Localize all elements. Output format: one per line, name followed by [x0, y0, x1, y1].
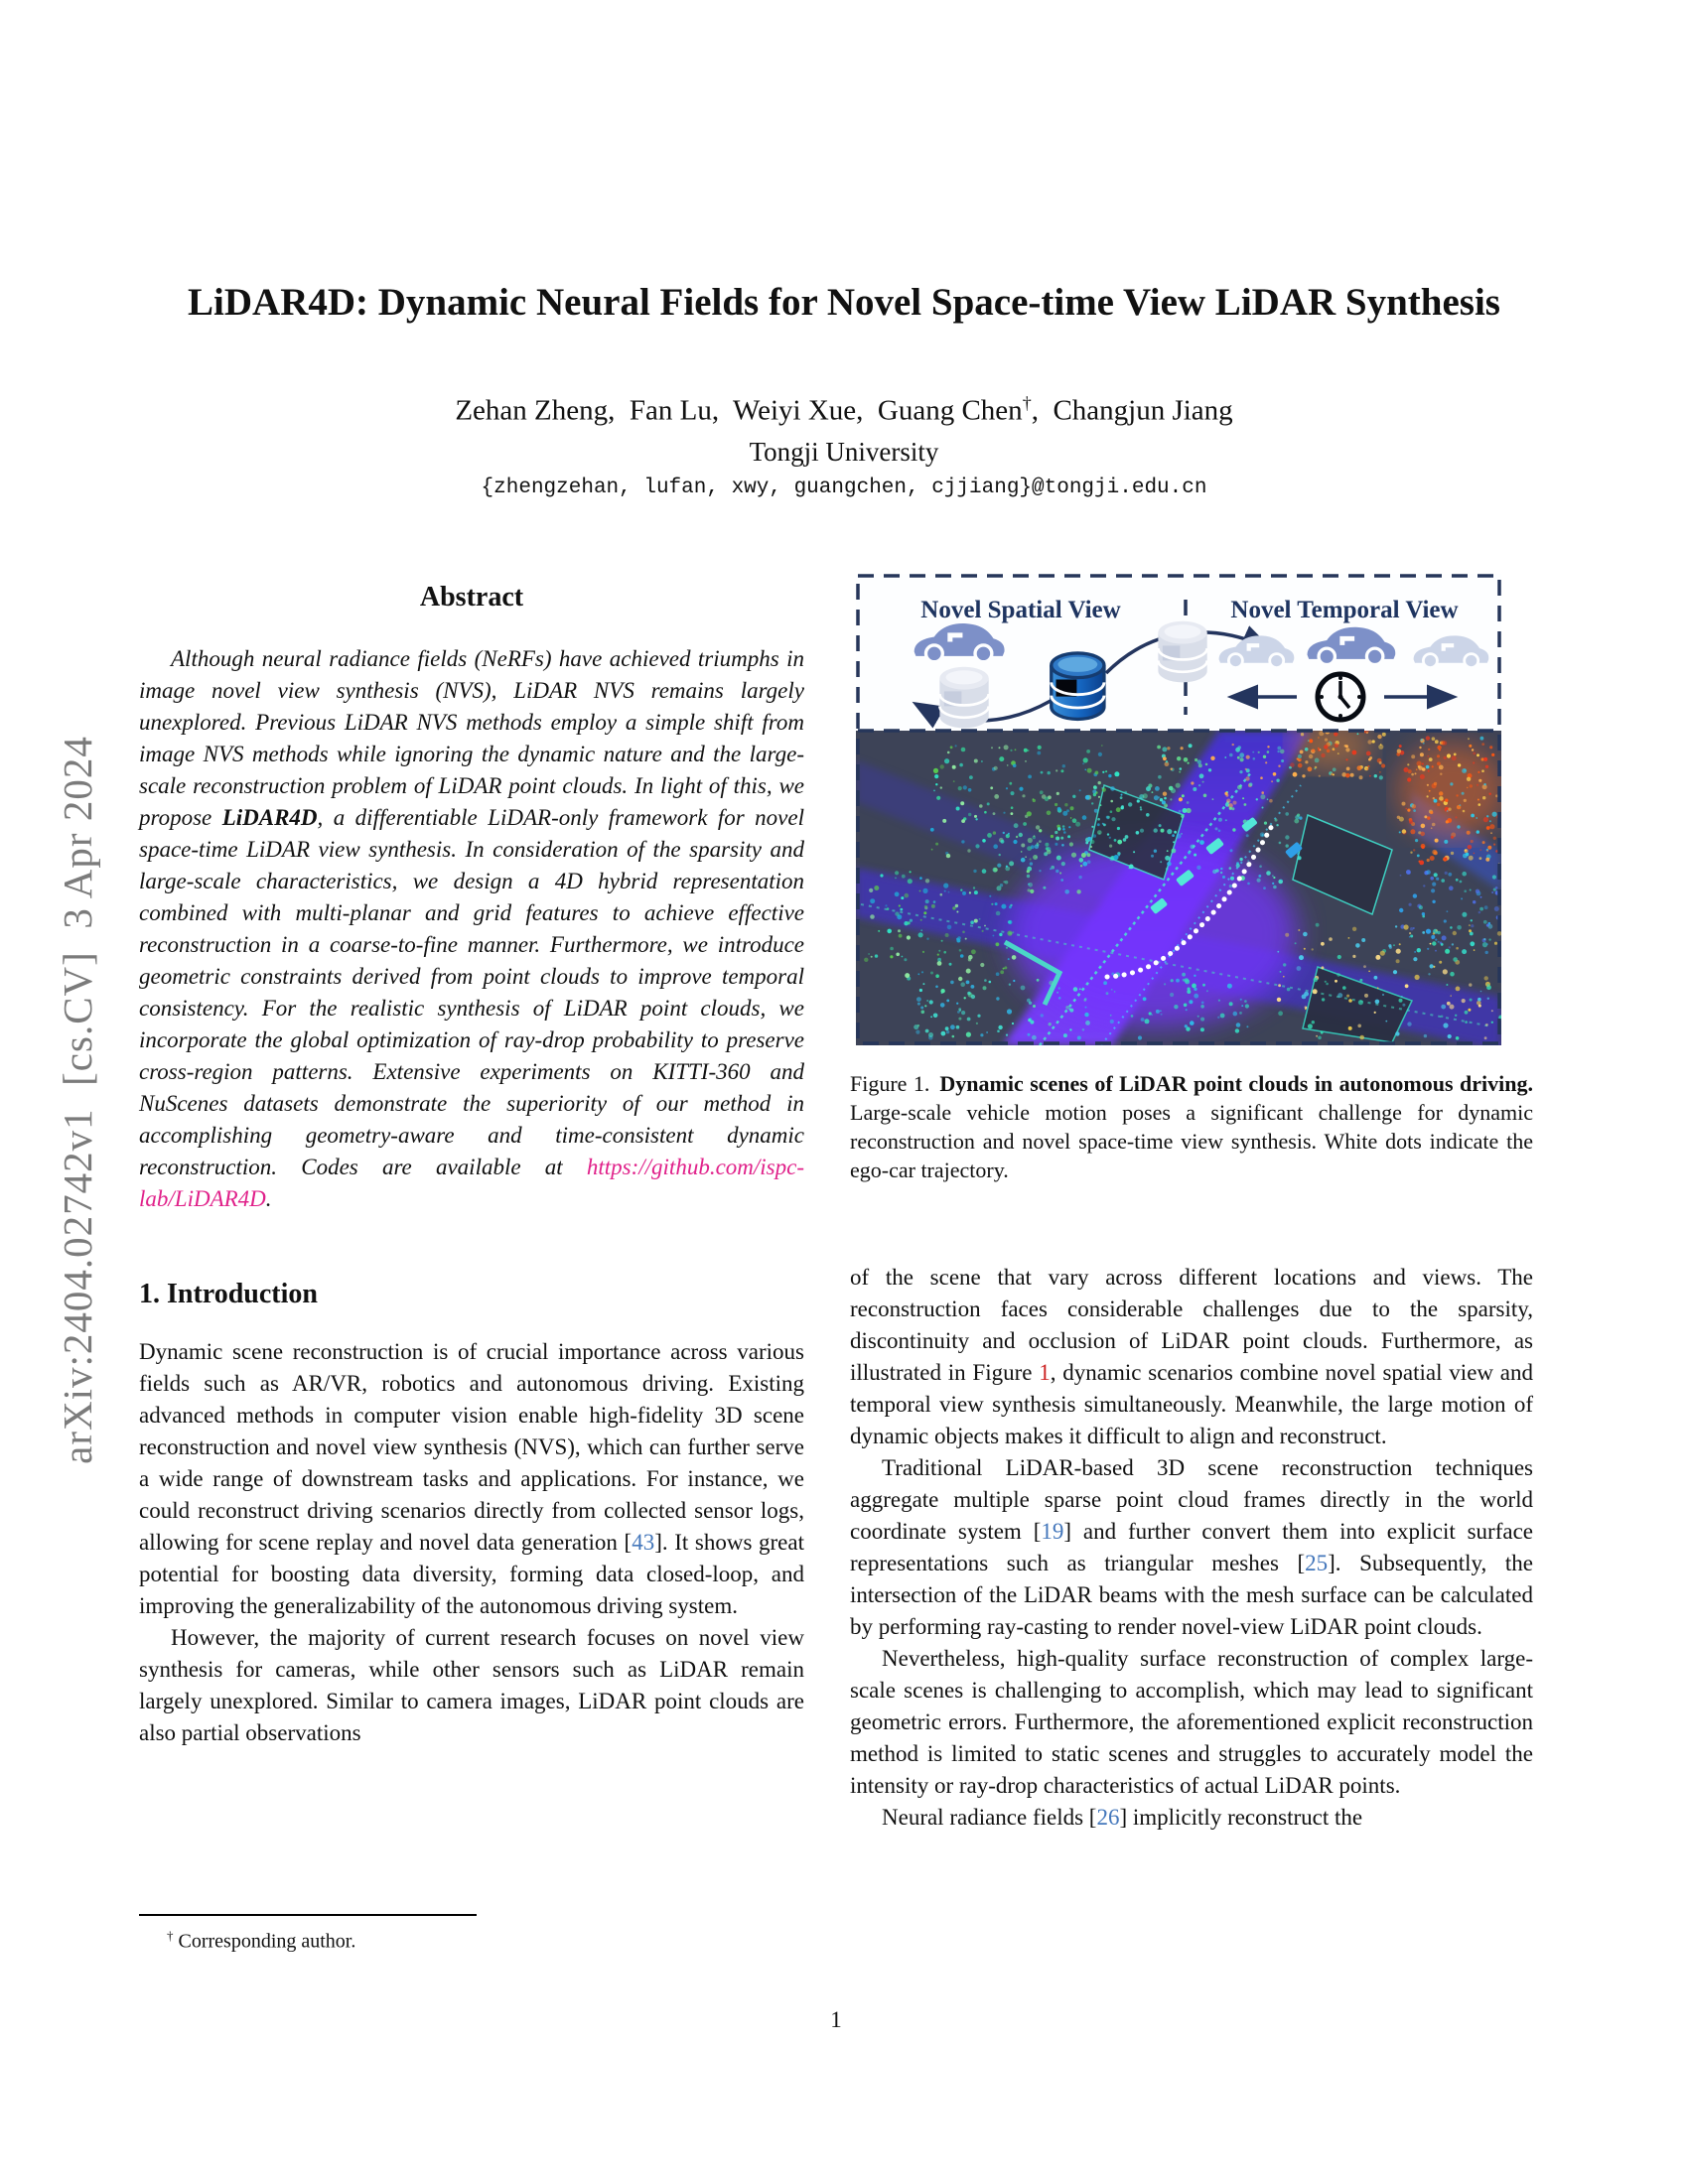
intro-text-1: Dynamic scene reconstruction is of crucial importance across various fields such as AR/VR, robotics and autonomous driving. Existing advanced methods in computer vision enable high-fidelity 3D scene reconstruction and novel view synthesis (NVS), which can further serve a wide range of downstream tasks and applications. For instance, we could reconstruct driving scenarios directly from collected sensor logs, allowing for scene replay and novel data generation [ — [139, 1339, 804, 1555]
footnote — [139, 1914, 804, 1954]
left-column — [139, 574, 804, 1749]
novel-temporal-view-label: Novel Temporal View — [1230, 597, 1459, 623]
spatial-panel — [914, 621, 1267, 729]
paper-title: LiDAR4D: Dynamic Neural Fields for Novel Space-time View LiDAR Synthesis — [188, 281, 1500, 324]
right-text-7: ] implicitly reconstruct the — [1119, 1805, 1363, 1830]
citation-26[interactable]: 26 — [1096, 1805, 1120, 1830]
footnote-dagger: † — [167, 1928, 174, 1943]
right-text-2: , dynamic scenarios combine novel spatial view and temporal view synthesis simultaneously. Meanwhile, the large motion of dynamic objects makes it difficult to align and reconstruct. — [850, 1360, 1533, 1448]
abstract-text-3: . — [265, 1186, 272, 1211]
right-paragraph-3: Nevertheless, high-quality surface reconstruction of complex large-scale scenes is challenging to accomplish, which may lead to significant geometric errors. Furthermore, the aforementioned explicit reconstruction method is limited to static scenes and struggles to accurately model the intensity or ray-drop characteristics of actual LiDAR points. — [850, 1646, 1533, 1798]
figure-1 — [856, 574, 1501, 1045]
authors-line — [109, 393, 1579, 428]
current-car-icon — [1308, 627, 1396, 665]
novel-spatial-view-label: Novel Spatial View — [920, 597, 1121, 623]
authors-names: Zehan Zheng, Fan Lu, Weiyi Xue, Guang Chen — [455, 394, 1023, 427]
figure-1-caption — [850, 1069, 1533, 1184]
footnote-rule — [139, 1914, 477, 1916]
citation-43[interactable]: 43 — [632, 1530, 655, 1555]
ego-car-icon — [914, 623, 1005, 662]
future-car-icon — [1414, 635, 1489, 667]
lidar-point-cloud-image — [856, 731, 1501, 1045]
caption-rest: Large-scale vehicle motion poses a significant challenge for dynamic reconstruction and novel space-time view synthesis. White dots indicate the ego-car trajectory. — [850, 1100, 1533, 1182]
corresponding-author-dagger: † — [1022, 393, 1032, 413]
lidar-sensor-icon — [1052, 653, 1104, 720]
past-car-icon — [1219, 635, 1295, 667]
figure-diagram — [856, 574, 1501, 731]
right-text-4: ] and further convert them into explicit surface representations such as triangular meshes [ — [850, 1519, 1533, 1575]
abstract-text-1: Although neural radiance fields (NeRFs) have achieved triumphs in image novel view synthesis (NVS), LiDAR NVS remains largely unexplored. Previous LiDAR NVS methods employ a simple shift from image NVS methods while ignoring the dynamic nature and the large-scale reconstruction problem of LiDAR point clouds. In light of this, we propose — [139, 646, 804, 830]
authors-names-rest: , Changjun Jiang — [1031, 394, 1233, 427]
author-emails: {zhengzehan, lufan, xwy, guangchen, cjjiang}@tongji.edu.cn — [481, 477, 1207, 499]
caption-bold: Dynamic scenes of LiDAR point clouds in autonomous driving. — [939, 1071, 1533, 1096]
abstract-heading: Abstract — [419, 582, 524, 613]
introduction-heading: 1. Introduction — [139, 1279, 318, 1309]
right-text-3: Traditional LiDAR-based 3D scene reconstruction techniques aggregate multiple sparse point cloud frames directly in the world coordinate system [ — [850, 1455, 1533, 1544]
temporal-panel — [1219, 627, 1489, 720]
right-text-5: ]. Subsequently, the intersection of the LiDAR beams with the mesh surface can be calculated by performing ray-casting to render novel-view LiDAR point clouds. — [850, 1551, 1533, 1639]
abstract-paragraph — [139, 643, 804, 1215]
intro-paragraph-2: However, the majority of current research focuses on novel view synthesis for cameras, while other sensors such as LiDAR remain largely unexplored. Similar to camera images, LiDAR point clouds are also partial observations — [139, 1625, 804, 1745]
right-text-1: of the scene that vary across different locations and views. The reconstruction faces considerable challenges due to the sparsity, discontinuity and occlusion of LiDAR point clouds. Furthermore, as illustrated in Figure — [850, 1265, 1533, 1385]
novel-lidar-view-icon — [939, 667, 988, 729]
right-paragraph-1 — [850, 1262, 1533, 1452]
arxiv-banner: arXiv:2404.02742v1 [cs.CV] 3 Apr 2024 — [55, 736, 100, 1464]
novel-lidar-view-icon — [1158, 621, 1206, 683]
github-link[interactable]: https://github.com/ispc-lab/LiDAR4D — [139, 1155, 804, 1211]
method-name: LiDAR4D — [221, 805, 318, 830]
citation-25[interactable]: 25 — [1305, 1551, 1329, 1575]
clock-icon — [1318, 674, 1363, 720]
caption-number: Figure 1. — [850, 1071, 930, 1096]
citation-19[interactable]: 19 — [1041, 1519, 1064, 1544]
intro-text-2: ]. It shows great potential for boosting data diversity, forming data closed-loop, and improving the generalizability of the autonomous driving system. — [139, 1530, 804, 1618]
page-number: 1 — [830, 2007, 842, 2032]
right-paragraph-2 — [850, 1452, 1533, 1643]
right-column — [850, 574, 1533, 1834]
footnote-text — [139, 1928, 804, 1954]
right-text-6: Neural radiance fields [ — [882, 1805, 1097, 1830]
right-paragraph-4 — [850, 1802, 1533, 1834]
abstract-text-2: , a differentiable LiDAR-only framework for novel space-time LiDAR view synthesis. In consideration of the sparsity and large-scale characteristics, we design a 4D hybrid representation combined with multi-planar and grid features to achieve effective reconstruction in a coarse-to-fine manner. Furthermore, we introduce geometric constraints derived from point clouds to improve temporal consistency. For the realistic synthesis of LiDAR point clouds, we incorporate the global optimization of ray-drop probability to preserve cross-region patterns. Extensive experiments on KITTI-360 and NuScenes datasets demonstrate the superiority of our method in accomplishing geometry-aware and time-consistent dynamic reconstruction. Codes are available at — [139, 805, 804, 1179]
intro-paragraph-1 — [139, 1336, 804, 1622]
figure-1-reference[interactable]: 1 — [1039, 1360, 1051, 1385]
affiliation: Tongji University — [749, 437, 939, 467]
footnote-label: Corresponding author. — [173, 1930, 356, 1953]
